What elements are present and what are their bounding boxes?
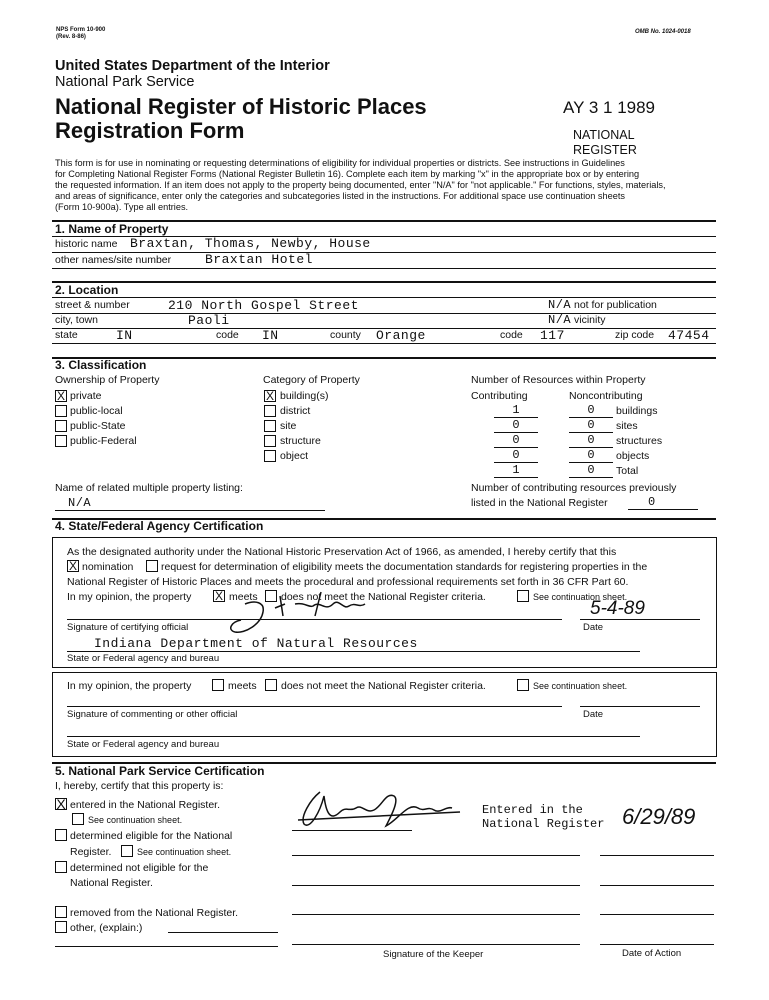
zip-label: zip code — [615, 329, 655, 341]
eligible-label-1: determined eligible for the National — [70, 830, 233, 842]
not-for-publication-mark[interactable]: N/A — [548, 298, 572, 312]
form-title: National Register of Historic Places — [55, 94, 427, 119]
commenting-signature-label: Signature of commenting or other official — [67, 709, 238, 720]
certification-date-value[interactable]: 5-4-89 — [590, 598, 645, 619]
ownership-heading: Ownership of Property — [55, 374, 160, 386]
rule — [52, 252, 716, 253]
rule — [52, 268, 716, 269]
entered-stamp-line1: Entered in the — [482, 803, 583, 817]
certifying-signature-label: Signature of certifying official — [67, 622, 189, 633]
rule — [67, 619, 562, 620]
other-names-label: other names/site number — [55, 254, 172, 266]
resource-contributing-structures[interactable]: 0 — [512, 433, 520, 447]
meets-label: meets — [229, 591, 258, 603]
keeper-signature — [290, 782, 480, 837]
category-object-checkbox[interactable] — [264, 450, 276, 462]
ownership-public-federal-checkbox[interactable] — [55, 435, 67, 447]
rule — [292, 830, 412, 831]
section-divider — [52, 281, 716, 283]
rule — [600, 885, 714, 886]
nomination-label: nomination — [82, 561, 134, 573]
category-building-label: building(s) — [280, 390, 329, 402]
category-object-label: object — [280, 450, 309, 462]
resources-heading: Number of Resources within Property — [471, 374, 646, 386]
resource-contributing-total[interactable]: 1 — [512, 463, 520, 477]
form-number: NPS Form 10-900 — [56, 27, 106, 33]
not-eligible-label-2: National Register. — [70, 877, 153, 889]
entered-continuation-label: See continuation sheet. — [88, 815, 183, 825]
county-label: county — [330, 329, 361, 341]
vicinity-mark[interactable]: N/A — [548, 313, 572, 327]
section-5-heading: 5. National Park Service Certification — [55, 764, 265, 778]
cert-statement-line-1: As the designated authority under the National Historic Preservation Act of 1966, as amended, I hereby certify that this — [67, 546, 617, 558]
category-district-label: district — [280, 405, 311, 417]
resource-contributing-sites[interactable]: 0 — [512, 418, 520, 432]
zip-value[interactable]: 47454 — [668, 328, 710, 343]
rule — [52, 343, 716, 344]
rule — [67, 736, 640, 737]
instructions-line: (Form 10-900a). Type all entries. — [55, 202, 189, 212]
resource-noncontributing-buildings[interactable]: 0 — [587, 403, 595, 417]
other-names-value[interactable]: Braxtan Hotel — [205, 252, 313, 267]
ownership-private-checkbox[interactable]: X — [56, 389, 65, 403]
not-eligible-checkbox[interactable] — [55, 861, 67, 873]
other-checkbox[interactable] — [55, 921, 67, 933]
instructions-block — [55, 158, 666, 213]
resource-noncontributing-objects[interactable]: 0 — [587, 448, 595, 462]
street-label: street & number — [55, 299, 130, 311]
rule — [67, 706, 562, 707]
form-revision: (Rev. 8-86) — [56, 34, 86, 40]
category-site-label: site — [280, 420, 297, 432]
section-3-heading: 3. Classification — [55, 358, 147, 372]
continuation-sheet-checkbox[interactable] — [517, 590, 529, 602]
rule — [569, 477, 613, 478]
nomination-checkbox[interactable]: X — [68, 559, 77, 573]
keeper-signature-label: Signature of the Keeper — [383, 949, 484, 960]
rule — [292, 914, 580, 915]
street-value[interactable]: 210 North Gospel Street — [168, 298, 359, 313]
rule — [67, 651, 640, 652]
certifying-signature — [225, 582, 395, 642]
rule — [55, 510, 325, 511]
meets2-checkbox[interactable] — [212, 679, 224, 691]
category-district-checkbox[interactable] — [264, 405, 276, 417]
previously-listed-value[interactable]: 0 — [648, 495, 656, 509]
eligible-continuation-label: See continuation sheet. — [137, 847, 232, 857]
rule — [292, 885, 580, 886]
ownership-public-state-label: public-State — [70, 420, 126, 432]
ownership-public-local-checkbox[interactable] — [55, 405, 67, 417]
date-of-action-label: Date of Action — [622, 948, 682, 959]
request-checkbox[interactable] — [146, 560, 158, 572]
multiple-listing-label: Name of related multiple property listing: — [55, 482, 243, 494]
city-label: city, town — [55, 314, 98, 326]
ownership-public-local-label: public-local — [70, 405, 123, 417]
category-heading: Category of Property — [263, 374, 360, 386]
eligible-checkbox[interactable] — [55, 829, 67, 841]
resource-label-sites: sites — [616, 420, 638, 432]
multiple-listing-value[interactable]: N/A — [68, 496, 92, 510]
section-4-heading: 4. State/Federal Agency Certification — [55, 519, 264, 533]
previously-listed-label-1: Number of contributing resources previously — [471, 482, 677, 494]
commenting-agency-label: State or Federal agency and bureau — [67, 739, 220, 750]
rule — [292, 944, 580, 945]
certification-date-label: Date — [583, 622, 604, 633]
commenting-date-label: Date — [583, 709, 604, 720]
county-value[interactable]: Orange — [376, 328, 426, 343]
resource-label-buildings: buildings — [616, 405, 658, 417]
resource-contributing-objects[interactable]: 0 — [512, 448, 520, 462]
nps-cert-intro: I, hereby, certify that this property is: — [55, 780, 224, 792]
historic-name-value[interactable]: Braxtan, Thomas, Newby, House — [130, 236, 371, 251]
county-code-value[interactable]: 117 — [540, 328, 565, 343]
category-structure-label: structure — [280, 435, 321, 447]
not-for-publication-label: not for publication — [574, 299, 657, 311]
resource-label-structures: structures — [616, 435, 663, 447]
continuation-sheet2-label: See continuation sheet. — [533, 681, 628, 691]
does-not-meet-label: does not meet the National Register criteria. — [281, 591, 486, 603]
continuation-sheet2-checkbox[interactable] — [517, 679, 529, 691]
received-stamp-line1: NATIONAL — [573, 128, 635, 142]
section-divider — [52, 357, 716, 359]
historic-name-label: historic name — [55, 238, 118, 250]
category-structure-checkbox[interactable] — [264, 435, 276, 447]
removed-checkbox[interactable] — [55, 906, 67, 918]
rule — [52, 297, 716, 298]
rule — [600, 855, 714, 856]
rule — [494, 477, 538, 478]
rule — [580, 706, 700, 707]
eligible-label-2: Register. — [70, 846, 112, 858]
code-value[interactable]: IN — [262, 328, 279, 343]
received-stamp-line2: REGISTER — [573, 143, 637, 157]
ownership-public-state-checkbox[interactable] — [55, 420, 67, 432]
entered-label: entered in the National Register. — [70, 799, 221, 811]
certifying-agency-value[interactable]: Indiana Department of Natural Resources — [94, 636, 418, 651]
eligible-continuation-checkbox[interactable] — [121, 845, 133, 857]
county-code-label: code — [500, 329, 523, 341]
instructions-line: for Completing National Register Forms (National Register Bulletin 16). Complete each item by marking "x" in the appropriate box or by entering — [55, 169, 640, 179]
meets-checkbox[interactable]: X — [214, 589, 223, 603]
instructions-line: and areas of significance, enter only the categories and subcategories listed in the instructions. For additional space use continuation sheets — [55, 191, 625, 201]
previously-listed-label-2: listed in the National Register — [471, 497, 608, 509]
section-1-heading: 1. Name of Property — [55, 222, 169, 236]
contributing-heading: Contributing — [471, 390, 528, 402]
rule — [600, 914, 714, 915]
resource-noncontributing-total[interactable]: 0 — [587, 463, 595, 477]
resource-noncontributing-sites[interactable]: 0 — [587, 418, 595, 432]
city-value[interactable]: Paoli — [188, 313, 230, 328]
state-label: state — [55, 329, 78, 341]
rule — [168, 932, 278, 933]
does-not-meet2-checkbox[interactable] — [265, 679, 277, 691]
entered-checkbox[interactable]: X — [56, 796, 66, 812]
request-label: request for determination of eligibility meets the documentation standards for registering properties in the — [161, 561, 648, 573]
received-stamp-date: AY 3 1 1989 — [563, 98, 656, 117]
state-value[interactable]: IN — [116, 328, 133, 343]
ownership-public-federal-label: public-Federal — [70, 435, 137, 447]
resource-label-objects: objects — [616, 450, 650, 462]
agency-subname: National Park Service — [55, 74, 195, 90]
instructions-line: This form is for use in nominating or requesting determinations of eligibility for individual properties or districts. See instructions in Guidelines — [55, 158, 625, 168]
category-building-checkbox[interactable]: X — [265, 389, 274, 403]
action-date-value[interactable]: 6/29/89 — [622, 804, 696, 829]
category-site-checkbox[interactable] — [264, 420, 276, 432]
does-not-meet2-label: does not meet the National Register criteria. — [281, 680, 486, 692]
form-subtitle: Registration Form — [55, 118, 245, 143]
rule — [600, 944, 714, 945]
rule — [55, 946, 278, 947]
resource-contributing-buildings[interactable]: 1 — [512, 403, 520, 417]
section-2-heading: 2. Location — [55, 283, 119, 297]
entered-stamp-line2: National Register — [482, 817, 605, 831]
instructions-line: the requested information. If an item does not apply to the property being documented, enter "N/A" for "not applicable." For functions, styles, materials, — [55, 180, 666, 190]
rule — [52, 313, 716, 314]
cert-statement-line-3: National Register of Historic Places and meets the procedural and professional requirements set forth in 36 CFR Part 60. — [67, 576, 629, 588]
code-label: code — [216, 329, 239, 341]
omb-number: OMB No. 1024-0018 — [635, 29, 691, 35]
opinion-label: In my opinion, the property — [67, 591, 192, 603]
other-label: other, (explain:) — [70, 922, 143, 934]
noncontributing-heading: Noncontributing — [569, 390, 643, 402]
removed-label: removed from the National Register. — [70, 907, 239, 919]
continuation-sheet-label: See continuation sheet. — [533, 592, 628, 602]
entered-continuation-checkbox[interactable] — [72, 813, 84, 825]
ownership-private-label: private — [70, 390, 102, 402]
rule — [580, 619, 700, 620]
certifying-agency-label: State or Federal agency and bureau — [67, 653, 220, 664]
opinion2-label: In my opinion, the property — [67, 680, 192, 692]
rule — [292, 855, 580, 856]
rule — [628, 509, 698, 510]
resource-label-total: Total — [616, 465, 639, 477]
meets2-label: meets — [228, 680, 257, 692]
agency-name: United States Department of the Interior — [55, 58, 330, 74]
resource-noncontributing-structures[interactable]: 0 — [587, 433, 595, 447]
vicinity-label: vicinity — [574, 314, 606, 326]
not-eligible-label-1: determined not eligible for the — [70, 862, 209, 874]
